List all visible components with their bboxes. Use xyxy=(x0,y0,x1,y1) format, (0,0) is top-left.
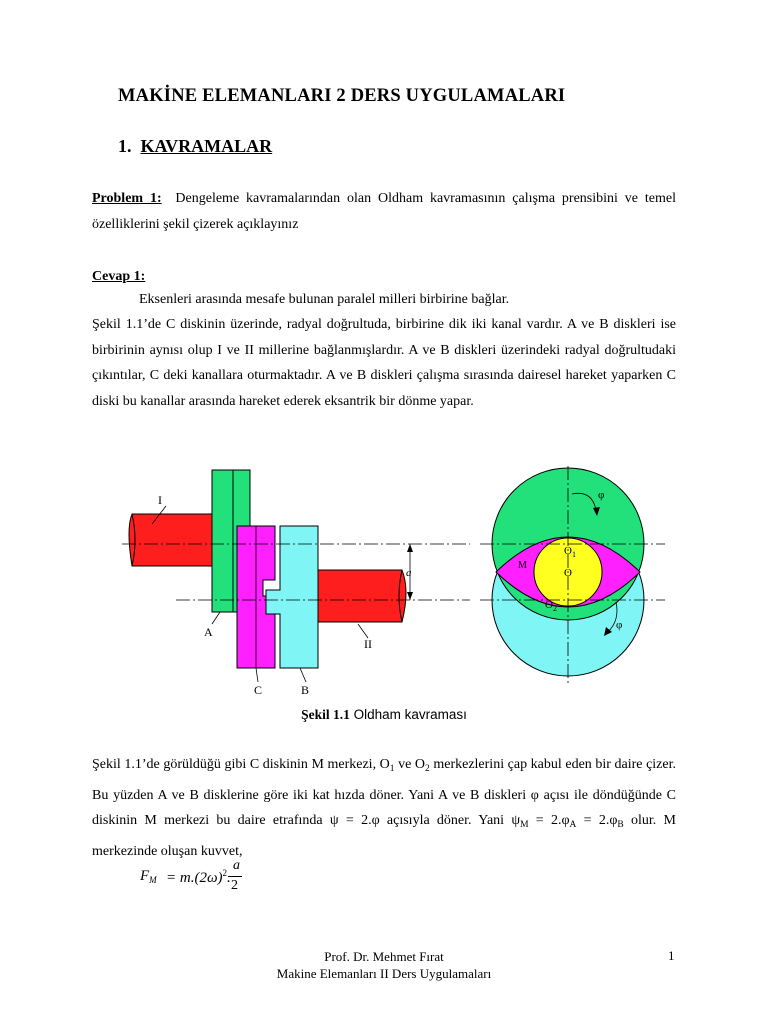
label-offset: a xyxy=(406,567,412,579)
shaft-2 xyxy=(318,570,406,622)
problem-text: Dengeleme kavramalarından olan Oldham kavramasının çalışma prensibini ve temel özelliklerini şekil çizerek açıklayınız xyxy=(92,191,677,232)
figure-caption-number: Şekil 1.1 xyxy=(301,707,350,722)
label-phi-upper: φ xyxy=(598,489,605,501)
footer-course: Makine Elemanları II Ders Uygulamaları xyxy=(276,966,492,981)
answer-label-line xyxy=(92,264,676,290)
label-disk-c: C xyxy=(254,683,263,697)
label-disk-b: B xyxy=(301,683,310,697)
shaft-1 xyxy=(129,514,212,566)
problem-label: Problem 1: xyxy=(92,191,162,206)
oldham-coupling-figure xyxy=(120,462,680,702)
section-heading xyxy=(118,136,272,157)
problem-paragraph xyxy=(92,186,676,237)
figure-caption xyxy=(0,707,768,723)
label-phi-lower: φ xyxy=(616,619,623,631)
force-formula: $F_M$ = $m.(2\omega)^2$. a 2 xyxy=(140,858,240,893)
explanation-paragraph: Şekil 1.1’de görüldüğü gibi C diskinin M merkezi, $O_1$ ve $O_2$ merkezlerini çap kabul eden bir daire çizer. Bu yüzden A ve B disklerine göre iki kat hızda döner. Yani A ve B diskleri φ açısı ile döndüğünde C diskinin M merkezi bu daire etrafında ψ = 2.φ açısıyla döner. Yani $\psi_M = 2.\varphi_A = 2.\varphi_B$ olur. M merkezinde oluşan kuvvet, xyxy=(92,757,677,859)
label-o1: $O_1$ xyxy=(564,545,576,559)
label-shaft-2: II xyxy=(364,637,372,651)
label-o: O xyxy=(564,567,572,579)
page-title: MAKİNE ELEMANLARI 2 DERS UYGULAMALARI xyxy=(118,86,566,106)
label-disk-a: A xyxy=(204,625,213,639)
footer-author: Prof. Dr. Mehmet Fırat xyxy=(324,949,444,964)
answer-line1: Eksenleri arasında mesafe bulunan paralel milleri birbirine bağlar. xyxy=(139,292,510,307)
label-m: M xyxy=(518,560,527,571)
page-number: 1 xyxy=(668,948,675,963)
figure-caption-text: Oldham kavraması xyxy=(349,707,467,722)
label-o2: $O_2$ xyxy=(545,599,557,613)
section-title: KAVRAMALAR xyxy=(140,136,273,156)
section-number: 1. xyxy=(118,136,132,156)
label-shaft-1: I xyxy=(158,493,162,507)
footer xyxy=(0,948,768,982)
answer-label: Cevap 1: xyxy=(92,269,146,284)
answer-paragraph: Şekil 1.1’de C diskinin üzerinde, radyal doğrultuda, birbirine dik iki kanal vardır. A ve B diskleri ise birbirinin aynısı olup I ve II millerine bağlanmışlardır. A ve B diskleri üzerindeki radyal doğrultudaki çıkıntılar, C deki kanallara oturmaktadır. A ve B diskleri çalışma sırasında dairesel hareket yaparken C diski bu kanallar arasında hareket ederek eksantrik bir dönme yapar. xyxy=(92,317,676,409)
